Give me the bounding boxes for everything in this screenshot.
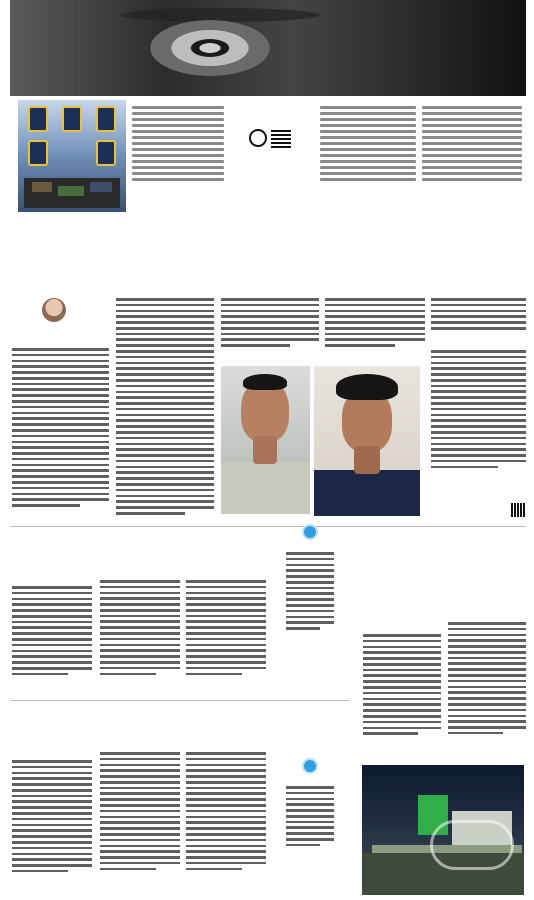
mp-body-col-1 (12, 586, 92, 679)
qr-code (271, 128, 291, 148)
info-circle-icon (302, 524, 318, 540)
author-avatar (42, 298, 66, 322)
section-banner (10, 0, 526, 96)
mulher-body-col-1 (363, 634, 441, 738)
mp-sidebox-lines (286, 552, 334, 633)
sequestro-body-col-2 (100, 752, 180, 873)
info-circle-icon-2 (302, 758, 318, 774)
main-body-col-2 (116, 298, 214, 518)
brief-photo-seized-items (18, 100, 126, 212)
mulher-body-col-2 (448, 622, 526, 738)
briefs-row (10, 100, 526, 220)
eye-image (150, 20, 270, 76)
main-body-col-1 (12, 348, 109, 510)
main-body-col-3 (221, 298, 319, 350)
main-body-col-5 (431, 298, 526, 333)
photo-suspect (314, 366, 420, 516)
photo-victim (221, 366, 310, 514)
brief-column-3 (422, 100, 522, 184)
sequestro-body-col-3 (186, 752, 266, 873)
brief-column-2 (320, 100, 416, 184)
watermark-logo (430, 820, 514, 870)
sequestro-sidebox-lines (286, 786, 334, 850)
whatsapp-icon (249, 129, 267, 147)
brief-column-1 (132, 100, 224, 184)
blitz-promo[interactable] (228, 122, 312, 212)
sequestro-body-col-1 (12, 760, 92, 876)
main-body-col-5b (431, 350, 526, 471)
section-divider (10, 526, 526, 527)
main-body-col-4 (325, 298, 425, 350)
section-divider-2 (10, 700, 350, 701)
mp-body-col-2 (100, 580, 180, 678)
mp-body-col-3 (186, 580, 266, 678)
qr-code-small (511, 503, 525, 517)
